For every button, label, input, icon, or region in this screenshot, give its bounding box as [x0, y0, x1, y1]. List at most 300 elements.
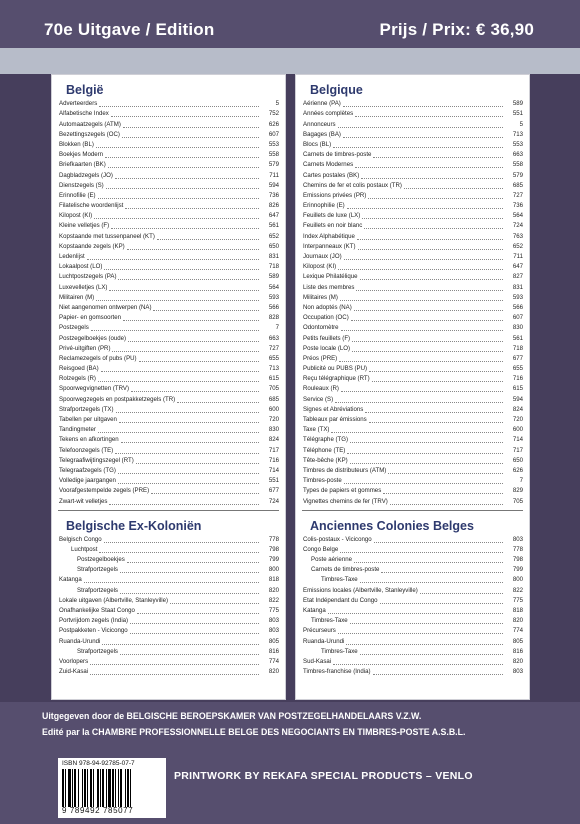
barcode-icon — [62, 769, 162, 807]
entry-page-number: 829 — [512, 487, 523, 495]
leader-dots — [137, 612, 259, 614]
entry-label: Telefoonzegels (TE) — [59, 446, 114, 454]
entry-page-number: 663 — [268, 334, 279, 342]
entry-page-number: 828 — [268, 314, 279, 322]
entry-page-number: 589 — [268, 273, 279, 281]
entry-page-number: 714 — [268, 466, 279, 474]
index-entry — [303, 303, 523, 313]
entry-label: Ruanda-Urundi — [59, 637, 101, 645]
entry-page-number: 663 — [512, 151, 523, 159]
index-entry — [303, 384, 523, 394]
entry-label: Reisgoed (BA) — [59, 365, 99, 373]
index-entry — [59, 109, 279, 119]
entry-label: Feuillets de luxe (LX) — [303, 212, 361, 220]
leader-dots — [350, 622, 503, 624]
index-entry — [303, 535, 523, 545]
leader-dots — [338, 126, 503, 128]
leader-dots — [109, 503, 259, 505]
index-entry — [303, 252, 523, 262]
entry-page-number: 799 — [268, 556, 279, 564]
entry-label: Lokale uitgaven (Albertville, Stanleyville) — [59, 596, 169, 604]
index-entry — [59, 384, 279, 394]
entry-page-number: 799 — [512, 566, 523, 574]
entry-label: Telegraafiwijtingszegel (RT) — [59, 456, 134, 464]
index-entry — [303, 282, 523, 292]
index-entry — [59, 344, 279, 354]
index-entry — [303, 160, 523, 170]
leader-dots — [335, 401, 503, 403]
entry-label: Timbres-franchise (India) — [303, 668, 371, 676]
leader-dots — [338, 268, 503, 270]
entry-page-number: 655 — [268, 354, 279, 362]
entry-label: Reçu télégraphique (RT) — [303, 375, 370, 383]
index-entry — [59, 596, 279, 606]
leader-dots — [358, 248, 503, 250]
leader-dots — [347, 207, 503, 209]
entry-page-number: 805 — [268, 637, 279, 645]
edition-label: 70e Uitgave / Edition — [44, 20, 215, 39]
index-entry — [59, 425, 279, 435]
section-title-belgique: Belgique — [310, 83, 363, 97]
leader-dots — [118, 472, 259, 474]
entry-label: Aérienne (PA) — [303, 100, 341, 108]
leader-dots — [420, 592, 503, 594]
index-list-ex-kolonien — [52, 535, 285, 678]
leader-dots — [331, 431, 503, 433]
leader-dots — [374, 541, 503, 543]
entry-page-number: 816 — [268, 647, 279, 655]
index-entry — [303, 425, 523, 435]
leader-dots — [118, 278, 259, 280]
index-entry — [59, 221, 279, 231]
index-entry — [303, 364, 523, 374]
entry-page-number: 561 — [268, 222, 279, 230]
index-entry — [59, 626, 279, 636]
index-entry — [303, 606, 523, 616]
entry-page-number: 720 — [268, 416, 279, 423]
index-entry — [303, 405, 523, 415]
entry-label: Postzegelboekjes — [77, 556, 125, 564]
entry-label: Zwart-wit velletjes — [59, 497, 108, 505]
index-entry — [303, 221, 523, 231]
index-entry — [59, 119, 279, 129]
entry-page-number: 561 — [512, 334, 523, 342]
entry-page-number: 727 — [268, 344, 279, 352]
entry-page-number: 718 — [268, 263, 279, 271]
entry-label: Kilopost (KI) — [59, 212, 93, 220]
entry-label: Rolzegels (R) — [59, 375, 96, 383]
leader-dots — [340, 551, 503, 553]
index-entry — [303, 496, 523, 506]
entry-label: Strafportzegels — [77, 647, 118, 655]
leader-dots — [104, 268, 259, 270]
entry-page-number: 677 — [512, 354, 523, 362]
entry-label: Timbres-Taxe — [311, 617, 348, 625]
entry-page-number: 589 — [512, 100, 523, 108]
index-entry — [303, 435, 523, 445]
index-entry — [59, 130, 279, 140]
index-entry — [303, 545, 523, 555]
index-entry — [59, 191, 279, 201]
leader-dots — [153, 309, 259, 311]
entry-page-number: 594 — [512, 395, 523, 403]
entry-label: Postzegels — [59, 324, 89, 332]
index-entry — [303, 323, 523, 333]
entry-label: Timbres-Taxe — [321, 647, 358, 655]
entry-label: Timbres de distributeurs (ATM) — [303, 466, 387, 474]
entry-label: Types de papiers et gommes — [303, 487, 382, 495]
leader-dots — [338, 632, 503, 634]
entry-label: Luchtpost — [71, 545, 98, 553]
leader-dots — [360, 581, 503, 583]
entry-page-number: 566 — [268, 303, 279, 311]
index-entry — [303, 466, 523, 476]
entry-label: Voorlopers — [59, 657, 89, 665]
entry-label: Portvrijdom zegels (India) — [59, 617, 129, 625]
leader-dots — [357, 238, 503, 240]
index-entry — [303, 585, 523, 595]
entry-label: Katanga — [303, 607, 326, 614]
entry-label: Précurseurs — [303, 627, 336, 635]
leader-dots — [116, 411, 259, 413]
entry-page-number: 579 — [268, 161, 279, 169]
entry-label: Feuillets en noir blanc — [303, 222, 363, 230]
leader-dots — [333, 663, 503, 665]
entry-label: Ruanda-Urundi — [303, 637, 345, 645]
leader-dots — [96, 299, 259, 301]
index-entry — [59, 262, 279, 272]
entry-page-number: 718 — [512, 344, 523, 352]
index-entry — [59, 181, 279, 191]
entry-page-number: 830 — [268, 426, 279, 434]
entry-page-number: 652 — [268, 232, 279, 240]
index-panel-french — [295, 74, 530, 700]
entry-page-number: 626 — [512, 466, 523, 474]
entry-page-number: 713 — [268, 365, 279, 373]
entry-label: Service (S) — [303, 395, 334, 403]
leader-dots — [369, 421, 503, 423]
leader-dots — [350, 441, 503, 443]
leader-dots — [350, 462, 503, 464]
index-entry — [303, 109, 523, 119]
leader-dots — [365, 411, 503, 413]
index-entry — [59, 99, 279, 109]
index-entry — [59, 354, 279, 364]
entry-page-number: 778 — [512, 545, 523, 553]
leader-dots — [390, 503, 503, 505]
leader-dots — [177, 401, 259, 403]
index-entry — [303, 170, 523, 180]
leader-dots — [383, 492, 503, 494]
entry-page-number: 593 — [512, 293, 523, 301]
index-entry — [303, 575, 523, 585]
index-entry — [303, 657, 523, 667]
barcode-stripe — [131, 769, 133, 807]
leader-dots — [341, 390, 503, 392]
entry-page-number: 714 — [512, 436, 523, 444]
entry-page-number: 705 — [268, 385, 279, 393]
entry-page-number: 553 — [512, 140, 523, 148]
index-entry — [59, 636, 279, 646]
index-entry — [59, 415, 279, 425]
entry-label: Carnets Modernes — [303, 161, 354, 169]
index-entry — [59, 445, 279, 455]
entry-label: Congo Belge — [303, 545, 339, 553]
entry-label: Tekens en afkortingen — [59, 436, 119, 444]
leader-dots — [122, 136, 259, 138]
entry-label: Télégraphe (TG) — [303, 436, 349, 444]
section-title-ex-kolonien: Belgische Ex-Koloniën — [66, 518, 202, 533]
index-entry — [303, 616, 523, 626]
entry-page-number: 615 — [268, 375, 279, 383]
entry-label: Non adoptés (NA) — [303, 303, 352, 311]
index-entry — [59, 160, 279, 170]
entry-page-number: 579 — [512, 171, 523, 179]
entry-label: Kopstaande met tussenpaneel (KT) — [59, 232, 155, 240]
entry-page-number: 805 — [512, 637, 523, 645]
index-entry — [303, 181, 523, 191]
leader-dots — [381, 571, 503, 573]
entry-page-number: 831 — [268, 253, 279, 260]
light-band — [0, 48, 580, 74]
leader-dots — [352, 340, 503, 342]
leader-dots — [104, 541, 259, 543]
index-entry — [59, 585, 279, 595]
leader-dots — [344, 482, 503, 484]
leader-dots — [341, 329, 503, 331]
entry-page-number: 826 — [268, 202, 279, 210]
entry-page-number: 600 — [512, 426, 523, 434]
leader-dots — [157, 238, 259, 240]
entry-page-number: 551 — [512, 110, 523, 118]
index-entry — [59, 466, 279, 476]
leader-dots — [368, 197, 503, 199]
entry-page-number: 724 — [268, 497, 279, 505]
leader-dots — [130, 622, 259, 624]
leader-dots — [102, 643, 259, 645]
index-entry — [303, 333, 523, 343]
index-entry — [303, 374, 523, 384]
entry-page-number: 818 — [512, 607, 523, 614]
leader-dots — [362, 217, 503, 219]
index-entry — [59, 242, 279, 252]
index-panel-dutch — [51, 74, 286, 700]
entry-label: Carnets de timbres-poste — [303, 151, 372, 159]
leader-dots — [120, 653, 259, 655]
entry-page-number: 566 — [512, 303, 523, 311]
entry-page-number: 593 — [268, 293, 279, 301]
leader-dots — [344, 258, 503, 260]
index-entry — [59, 252, 279, 262]
entry-page-number: 600 — [268, 405, 279, 413]
index-entry — [59, 476, 279, 486]
leader-dots — [84, 581, 259, 583]
leader-dots — [98, 197, 259, 199]
entry-label: Postzegelboekjes (oude) — [59, 334, 127, 342]
entry-page-number: 798 — [512, 556, 523, 564]
leader-dots — [128, 340, 259, 342]
entry-label: Postpakketen - Vicicongo — [59, 627, 128, 635]
leader-dots — [111, 115, 259, 117]
divider — [302, 510, 523, 511]
leader-dots — [361, 177, 503, 179]
index-entry — [59, 170, 279, 180]
entry-label: Chemins de fer et colis postaux (TR) — [303, 181, 402, 189]
leader-dots — [373, 673, 503, 675]
index-entry — [303, 201, 523, 211]
entry-page-number: 816 — [512, 647, 523, 655]
index-entry — [303, 211, 523, 221]
index-entry — [59, 272, 279, 282]
entry-label: Onafhankelijke Staat Congo — [59, 607, 135, 614]
leader-dots — [123, 319, 259, 321]
entry-label: Privé-uitgiften (PR) — [59, 344, 111, 352]
leader-dots — [369, 370, 503, 372]
entry-label: Cartes postales (BK) — [303, 171, 360, 179]
index-entry — [59, 374, 279, 384]
index-entry — [59, 496, 279, 506]
entry-page-number: 830 — [512, 324, 523, 332]
barcode-digits: 9 789492 785077 — [62, 806, 134, 815]
index-entry — [59, 456, 279, 466]
index-entry — [303, 344, 523, 354]
leader-dots — [360, 278, 503, 280]
entry-label: Reclamezegels of pubs (PU) — [59, 354, 137, 362]
index-entry — [59, 211, 279, 221]
entry-label: Bezettingszegels (OC) — [59, 130, 120, 138]
entry-page-number: 607 — [268, 130, 279, 138]
index-entry — [303, 667, 523, 677]
leader-dots — [355, 166, 503, 168]
entry-page-number: 647 — [268, 212, 279, 220]
index-entry — [303, 293, 523, 303]
entry-label: Kleine velletjes (F) — [59, 222, 110, 230]
index-entry — [59, 150, 279, 160]
leader-dots — [340, 299, 503, 301]
entry-page-number: 724 — [512, 222, 523, 230]
index-list-anciennes-colonies — [296, 535, 529, 678]
index-entry — [303, 231, 523, 241]
entry-page-number: 705 — [512, 497, 523, 505]
entry-label: Occupation (OC) — [303, 314, 349, 322]
entry-page-number: 820 — [512, 657, 523, 665]
entry-label: Tabellen per uitgaven — [59, 416, 117, 423]
leader-dots — [105, 156, 259, 158]
index-entry — [303, 119, 523, 129]
entry-page-number: 720 — [512, 416, 523, 423]
entry-label: Odontomètre — [303, 324, 339, 332]
entry-label: Spoorwegzegels en postpakketzegels (TR) — [59, 395, 176, 403]
entry-page-number: 716 — [268, 456, 279, 464]
entry-label: Blocs (BL) — [303, 140, 332, 148]
entry-page-number: 727 — [512, 191, 523, 199]
entry-page-number: 615 — [512, 385, 523, 393]
leader-dots — [136, 462, 259, 464]
entry-label: Filatelische woordenlijst — [59, 202, 124, 210]
entry-page-number: 607 — [512, 314, 523, 322]
index-list-belgie — [52, 99, 285, 507]
entry-label: Papier- en gomsoorten — [59, 314, 121, 322]
index-entry — [59, 667, 279, 677]
index-entry — [303, 140, 523, 150]
entry-page-number: 831 — [512, 283, 523, 291]
entry-page-number: 803 — [512, 535, 523, 543]
entry-page-number: 818 — [268, 576, 279, 584]
leader-dots — [108, 166, 259, 168]
top-header — [0, 0, 580, 48]
entry-label: Tête-bêche (KP) — [303, 456, 348, 464]
publisher-block — [0, 702, 580, 760]
entry-label: Strafportzegels — [77, 566, 118, 574]
entry-page-number: 5 — [275, 100, 279, 108]
index-entry — [59, 303, 279, 313]
entry-page-number: 716 — [512, 375, 523, 383]
index-entry — [59, 293, 279, 303]
entry-label: Années complètes — [303, 110, 354, 118]
entry-page-number: 717 — [268, 446, 279, 454]
leader-dots — [99, 105, 259, 107]
printwork-label: PRINTWORK BY REKAFA SPECIAL PRODUCTS – VENLO — [174, 770, 473, 782]
index-entry — [303, 456, 523, 466]
leader-dots — [96, 146, 259, 148]
entry-page-number: 820 — [268, 586, 279, 594]
leader-dots — [404, 187, 503, 189]
leader-dots — [380, 602, 503, 604]
index-entry — [59, 201, 279, 211]
leader-dots — [343, 136, 503, 138]
entry-label: Signes et Abréviations — [303, 405, 364, 413]
entry-label: Lexique Philatélique — [303, 273, 358, 281]
entry-label: Strafportzegels (TX) — [59, 405, 114, 413]
entry-label: Dagbladzegels (JO) — [59, 171, 113, 179]
entry-page-number: 558 — [268, 151, 279, 159]
index-entry — [59, 405, 279, 415]
leader-dots — [328, 612, 503, 614]
entry-label: Bagages (BA) — [303, 130, 341, 138]
entry-label: Militairen (M) — [59, 293, 95, 301]
index-entry — [303, 130, 523, 140]
entry-page-number: 752 — [268, 110, 279, 118]
entry-page-number: 774 — [512, 627, 523, 635]
leader-dots — [109, 289, 259, 291]
leader-dots — [151, 492, 259, 494]
entry-page-number: 763 — [512, 232, 523, 240]
entry-page-number: 564 — [268, 283, 279, 291]
publisher-line-dutch: Uitgegeven door de BELGISCHE BEROEPSKAMER VAN POSTZEGELHANDELAARS V.Z.W. — [42, 711, 422, 721]
entry-label: Emissions privées (PR) — [303, 191, 367, 199]
leader-dots — [120, 571, 259, 573]
index-entry — [59, 323, 279, 333]
entry-label: Timbres-poste — [303, 477, 342, 485]
section-title-belgie: België — [66, 83, 104, 97]
entry-page-number: 713 — [512, 130, 523, 138]
index-entry — [303, 191, 523, 201]
index-entry — [59, 657, 279, 667]
section-title-anciennes-colonies: Anciennes Colonies Belges — [310, 518, 474, 533]
entry-page-number: 626 — [268, 120, 279, 128]
index-entry — [303, 647, 523, 657]
entry-label: Index Alphabétique — [303, 232, 355, 240]
leader-dots — [112, 350, 259, 352]
index-entry — [303, 415, 523, 425]
entry-page-number: 551 — [268, 477, 279, 485]
isbn-label: ISBN 978-94-92785-07-7 — [62, 760, 135, 767]
entry-label: Journaux (JO) — [303, 253, 342, 260]
index-entry — [59, 435, 279, 445]
index-entry — [59, 333, 279, 343]
index-entry — [303, 313, 523, 323]
entry-page-number: 800 — [512, 576, 523, 584]
